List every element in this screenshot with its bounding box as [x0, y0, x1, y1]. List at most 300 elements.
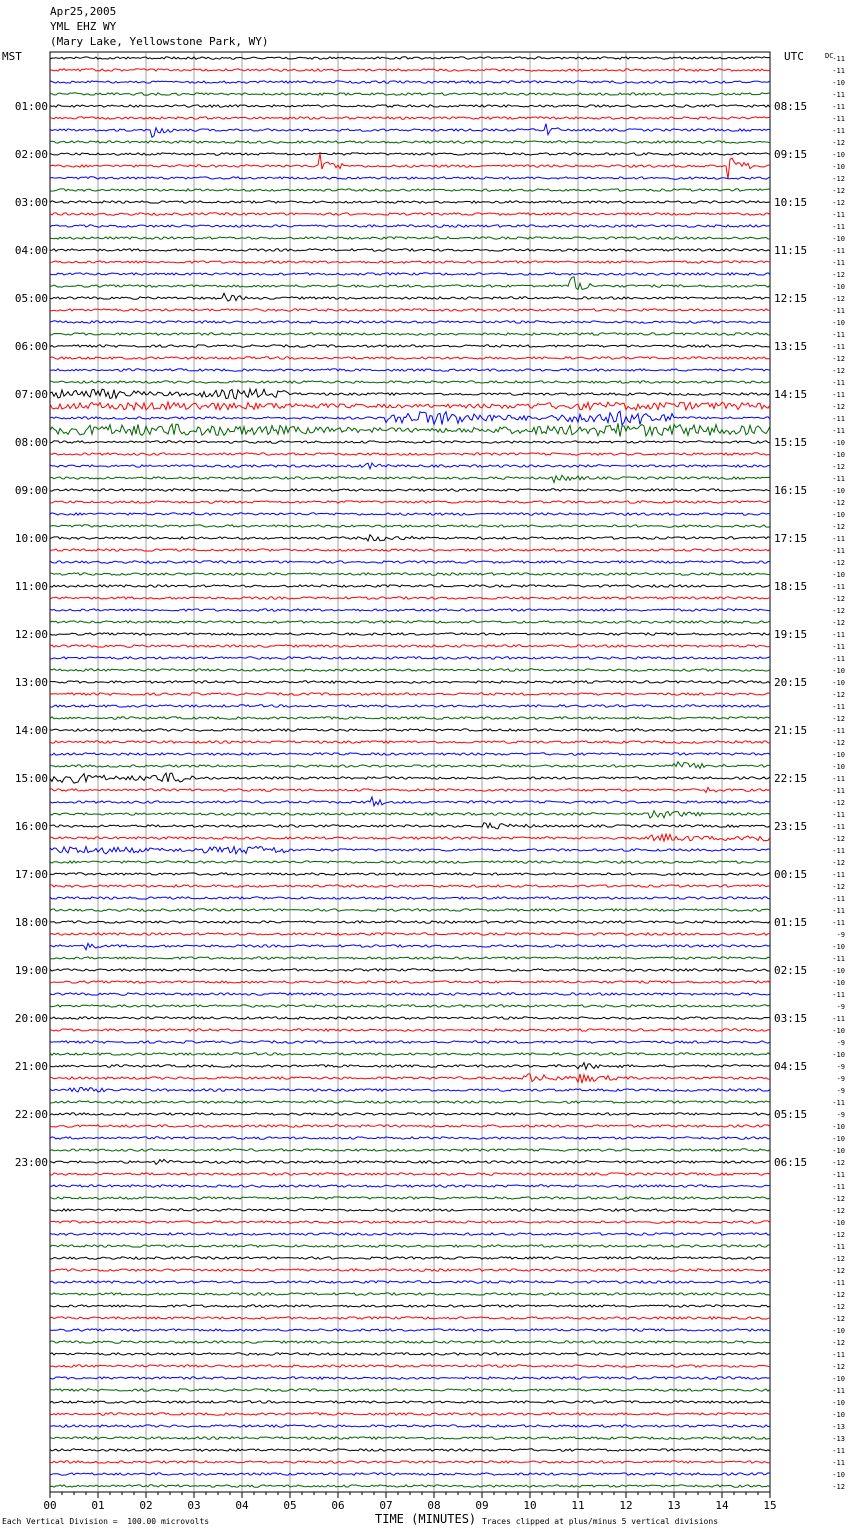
seismic-trace-blue — [50, 753, 770, 755]
seismic-trace-green — [50, 189, 770, 191]
dc-offset-value: -9 — [836, 1111, 845, 1119]
left-timezone-label: MST — [2, 50, 22, 63]
seismic-trace-black — [50, 293, 770, 301]
seismic-trace-black — [50, 1449, 770, 1451]
seismic-trace-red — [50, 981, 770, 983]
seismic-trace-red — [50, 309, 770, 311]
seismic-trace-blue — [50, 1377, 770, 1379]
dc-offset-value: -12 — [832, 523, 845, 531]
dc-offset-value: -13 — [832, 1423, 845, 1431]
dc-offset-value: -11 — [832, 631, 845, 639]
right-hour-label: 04:15 — [774, 1060, 808, 1073]
seismic-trace-blue — [50, 1233, 770, 1235]
seismic-trace-black — [50, 729, 770, 731]
right-hour-label: 15:15 — [774, 436, 808, 449]
seismic-trace-green — [50, 525, 770, 527]
dc-offset-value: -11 — [832, 547, 845, 555]
dc-offset-value: -12 — [832, 739, 845, 747]
station-code: YML EHZ WY — [50, 20, 117, 33]
dc-offset-value: -10 — [832, 1327, 845, 1335]
seismic-trace-red — [50, 1269, 770, 1271]
seismic-trace-green — [50, 1485, 770, 1487]
dc-offset-value: -11 — [832, 307, 845, 315]
seismic-trace-green — [50, 475, 770, 482]
dc-offset-value: -12 — [832, 691, 845, 699]
seismic-trace-blue — [50, 943, 770, 949]
seismic-trace-black — [50, 1113, 770, 1115]
dc-offset-value: -10 — [832, 1375, 845, 1383]
x-tick-label: 09 — [475, 1499, 489, 1512]
x-tick-label: 08 — [427, 1499, 441, 1512]
seismic-trace-green — [50, 93, 770, 95]
dc-offset-value: -10 — [832, 1471, 845, 1479]
dc-offset-value: -9 — [836, 1075, 845, 1083]
dc-offset-value: -11 — [832, 703, 845, 711]
dc-offset-value: -11 — [832, 1459, 845, 1467]
scale-note: Each Vertical Division = 100.00 microvolts — [2, 1517, 210, 1526]
right-hour-label: 18:15 — [774, 580, 808, 593]
dc-offset-value: -11 — [832, 727, 845, 735]
dc-offset-value: -11 — [832, 1447, 845, 1455]
dc-offset-value: -11 — [832, 55, 845, 63]
seismic-trace-blue — [50, 1088, 770, 1092]
dc-offset-value: -12 — [832, 271, 845, 279]
left-hour-label: 04:00 — [14, 244, 48, 257]
seismic-trace-green — [50, 957, 770, 959]
dc-offset-value: -12 — [832, 463, 845, 471]
seismic-trace-red — [50, 885, 770, 887]
dc-offset-value: -12 — [832, 715, 845, 723]
left-hour-label: 10:00 — [14, 532, 48, 545]
seismic-trace-blue — [50, 1473, 770, 1475]
seismic-trace-red — [50, 549, 770, 551]
dc-offset-value: -12 — [832, 859, 845, 867]
seismic-trace-green — [50, 1293, 770, 1295]
dc-offset-value: -12 — [832, 1339, 845, 1347]
seismic-trace-red — [50, 1173, 770, 1175]
seismic-trace-green — [50, 381, 770, 383]
x-tick-label: 03 — [187, 1499, 201, 1512]
dc-offset-value: -12 — [832, 1291, 845, 1299]
dc-offset-value: -11 — [832, 1099, 845, 1107]
left-hour-label: 07:00 — [14, 388, 48, 401]
dc-offset-value: -11 — [832, 643, 845, 651]
dc-offset-value: -11 — [832, 991, 845, 999]
right-hour-label: 23:15 — [774, 820, 808, 833]
seismic-trace-green — [50, 1389, 770, 1391]
dc-offset-value: -11 — [832, 415, 845, 423]
seismic-trace-black — [50, 201, 770, 203]
seismic-trace-red — [50, 1221, 770, 1223]
dc-offset-value: -12 — [832, 559, 845, 567]
dc-offset-value: -10 — [832, 1027, 845, 1035]
seismic-trace-blue — [50, 1185, 770, 1187]
seismic-trace-blue — [50, 1137, 770, 1139]
left-hour-label: 17:00 — [14, 868, 48, 881]
dc-offset-value: -12 — [832, 367, 845, 375]
seismic-trace-black — [50, 1257, 770, 1259]
left-hour-label: 08:00 — [14, 436, 48, 449]
seismic-trace-blue — [50, 321, 770, 323]
dc-offset-value: -11 — [832, 1351, 845, 1359]
dc-offset-value: -11 — [832, 871, 845, 879]
left-hour-label: 14:00 — [14, 724, 48, 737]
seismic-trace-black — [50, 823, 770, 829]
dc-offset-value: -12 — [832, 1195, 845, 1203]
seismic-trace-blue — [50, 463, 770, 469]
seismic-trace-black — [50, 1063, 770, 1070]
seismic-trace-blue — [50, 225, 770, 227]
dc-offset-value: -11 — [832, 259, 845, 267]
seismic-trace-black — [50, 57, 770, 59]
seismic-trace-red — [50, 501, 770, 503]
seismic-trace-black — [50, 441, 770, 443]
seismic-trace-blue — [50, 273, 770, 275]
x-tick-label: 13 — [667, 1499, 681, 1512]
seismic-trace-green — [50, 1149, 770, 1151]
dc-offset-value: -10 — [832, 967, 845, 975]
seismic-trace-blue — [50, 177, 770, 179]
dc-offset-value: -9 — [836, 1063, 845, 1071]
seismic-trace-blue — [50, 1281, 770, 1283]
seismic-trace-blue — [50, 1329, 770, 1331]
right-hour-label: 05:15 — [774, 1108, 808, 1121]
dc-offset-value: -11 — [832, 655, 845, 663]
right-hour-label: 13:15 — [774, 340, 808, 353]
seismic-trace-green — [50, 333, 770, 335]
dc-offset-value: -10 — [832, 1147, 845, 1155]
dc-offset-value: -12 — [832, 619, 845, 627]
seismic-trace-black — [50, 681, 770, 683]
dc-offset-value: -11 — [832, 331, 845, 339]
seismic-trace-black — [50, 1353, 770, 1355]
seismic-trace-green — [50, 1005, 770, 1007]
dc-offset-value: -11 — [832, 787, 845, 795]
dc-offset-value: -12 — [832, 403, 845, 411]
x-tick-label: 10 — [523, 1499, 537, 1512]
dc-offset-value: -12 — [832, 1159, 845, 1167]
dc-offset-value: -11 — [832, 847, 845, 855]
left-hour-label: 01:00 — [14, 100, 48, 113]
seismic-trace-green — [50, 1341, 770, 1343]
right-hour-label: 19:15 — [774, 628, 808, 641]
seismic-trace-blue — [50, 993, 770, 995]
seismic-trace-red — [50, 645, 770, 647]
seismic-trace-blue — [50, 797, 770, 806]
right-hour-label: 21:15 — [774, 724, 808, 737]
dc-offset-value: -10 — [832, 1123, 845, 1131]
left-hour-label: 16:00 — [14, 820, 48, 833]
seismic-trace-green — [50, 277, 770, 290]
seismic-trace-blue — [50, 657, 770, 659]
seismic-trace-green — [50, 1101, 770, 1103]
seismic-trace-red — [50, 1413, 770, 1415]
seismic-trace-red — [50, 693, 770, 695]
dc-offset-value: -12 — [832, 799, 845, 807]
seismic-trace-black — [50, 873, 770, 875]
seismic-trace-black — [50, 773, 770, 783]
dc-offset-value: -12 — [832, 595, 845, 603]
x-tick-label: 15 — [763, 1499, 777, 1512]
dc-offset-value: -10 — [832, 319, 845, 327]
seismic-trace-black — [50, 1305, 770, 1307]
dc-offset-value: -10 — [832, 943, 845, 951]
dc-offset-value: -10 — [832, 1051, 845, 1059]
dc-offset-value: -11 — [832, 211, 845, 219]
seismic-trace-blue — [50, 609, 770, 611]
seismic-trace-red — [50, 741, 770, 743]
dc-offset-value: -10 — [832, 1399, 845, 1407]
left-hour-label: 22:00 — [14, 1108, 48, 1121]
seismic-trace-blue — [50, 124, 770, 138]
seismic-trace-black — [50, 535, 770, 541]
dc-offset-value: -10 — [832, 283, 845, 291]
left-hour-label: 12:00 — [14, 628, 48, 641]
seismic-trace-red — [50, 933, 770, 935]
seismic-trace-red — [50, 1461, 770, 1463]
seismic-trace-blue — [50, 369, 770, 371]
dc-offset-value: -11 — [832, 895, 845, 903]
dc-offset-value: -12 — [832, 1483, 845, 1491]
dc-offset-value: -12 — [832, 175, 845, 183]
dc-offset-value: -11 — [832, 223, 845, 231]
plot-frame — [50, 52, 770, 1492]
seismic-trace-black — [50, 105, 770, 107]
x-tick-label: 00 — [43, 1499, 57, 1512]
seismic-trace-red — [50, 261, 770, 263]
dc-offset-value: -11 — [832, 1171, 845, 1179]
seismic-trace-blue — [50, 897, 770, 899]
dc-offset-value: -11 — [832, 91, 845, 99]
dc-offset-value: -11 — [832, 775, 845, 783]
dc-offset-value: -10 — [832, 679, 845, 687]
record-date: Apr25,2005 — [50, 5, 117, 18]
seismic-trace-green — [50, 717, 770, 719]
left-hour-label: 06:00 — [14, 340, 48, 353]
seismic-trace-red — [50, 1365, 770, 1367]
seismic-trace-green — [50, 237, 770, 239]
seismic-trace-blue — [50, 846, 770, 854]
seismic-trace-black — [50, 389, 770, 399]
seismic-trace-black — [50, 153, 770, 155]
seismic-trace-blue — [50, 513, 770, 515]
seismic-trace-green — [50, 1437, 770, 1439]
left-hour-label: 21:00 — [14, 1060, 48, 1073]
dc-column-header: DC — [825, 52, 834, 60]
dc-offset-value: -12 — [832, 1303, 845, 1311]
x-tick-label: 11 — [571, 1499, 585, 1512]
right-hour-label: 12:15 — [774, 292, 808, 305]
dc-offset-value: -11 — [832, 1015, 845, 1023]
right-hour-label: 20:15 — [774, 676, 808, 689]
seismic-trace-red — [50, 117, 770, 119]
dc-offset-value: -12 — [832, 199, 845, 207]
seismic-trace-red — [50, 69, 770, 71]
dc-offset-value: -12 — [832, 499, 845, 507]
dc-offset-value: -11 — [832, 907, 845, 915]
dc-offset-value: -10 — [832, 751, 845, 759]
seismic-trace-blue — [50, 705, 770, 707]
right-hour-label: 03:15 — [774, 1012, 808, 1025]
dc-offset-value: -12 — [832, 1315, 845, 1323]
dc-offset-value: -9 — [836, 1003, 845, 1011]
right-hour-label: 10:15 — [774, 196, 808, 209]
dc-offset-value: -11 — [832, 103, 845, 111]
seismic-trace-black — [50, 1401, 770, 1403]
dc-offset-value: -12 — [832, 187, 845, 195]
seismic-trace-blue — [50, 1425, 770, 1427]
seismic-trace-red — [50, 213, 770, 215]
x-tick-label: 02 — [139, 1499, 153, 1512]
dc-offset-value: -10 — [832, 487, 845, 495]
dc-offset-value: -12 — [832, 1231, 845, 1239]
left-hour-label: 05:00 — [14, 292, 48, 305]
left-hour-label: 23:00 — [14, 1156, 48, 1169]
left-hour-label: 13:00 — [14, 676, 48, 689]
seismic-trace-red — [50, 1125, 770, 1127]
seismic-trace-black — [50, 921, 770, 923]
dc-offset-value: -11 — [832, 811, 845, 819]
dc-offset-value: -10 — [832, 667, 845, 675]
seismic-trace-red — [50, 1074, 770, 1083]
right-hour-label: 01:15 — [774, 916, 808, 929]
dc-offset-value: -11 — [832, 1279, 845, 1287]
dc-offset-value: -9 — [836, 931, 845, 939]
dc-offset-value: -11 — [832, 1387, 845, 1395]
dc-offset-value: -11 — [832, 247, 845, 255]
left-hour-label: 03:00 — [14, 196, 48, 209]
dc-offset-value: -11 — [832, 919, 845, 927]
dc-offset-value: -12 — [832, 1267, 845, 1275]
dc-offset-value: -10 — [832, 151, 845, 159]
dc-offset-value: -12 — [832, 355, 845, 363]
left-hour-label: 02:00 — [14, 148, 48, 161]
x-axis-title: TIME (MINUTES) — [375, 1512, 477, 1526]
seismic-trace-red — [50, 153, 770, 179]
seismic-trace-red — [50, 402, 770, 410]
seismic-trace-green — [50, 621, 770, 623]
seismic-trace-green — [50, 141, 770, 143]
x-tick-label: 12 — [619, 1499, 633, 1512]
dc-offset-value: -10 — [832, 1135, 845, 1143]
dc-offset-value: -11 — [832, 823, 845, 831]
dc-offset-value: -11 — [832, 1183, 845, 1191]
dc-offset-value: -10 — [832, 571, 845, 579]
x-tick-label: 06 — [331, 1499, 345, 1512]
dc-offset-value: -11 — [832, 583, 845, 591]
dc-offset-value: -12 — [832, 139, 845, 147]
seismic-trace-red — [50, 787, 770, 792]
x-tick-label: 04 — [235, 1499, 249, 1512]
seismic-trace-black — [50, 489, 770, 491]
dc-offset-value: -12 — [832, 607, 845, 615]
seismic-trace-green — [50, 1053, 770, 1055]
right-hour-label: 22:15 — [774, 772, 808, 785]
seismic-trace-green — [50, 811, 770, 818]
dc-offset-value: -10 — [832, 235, 845, 243]
seismic-trace-green — [50, 861, 770, 863]
dc-offset-value: -11 — [832, 1243, 845, 1251]
seismic-trace-red — [50, 1317, 770, 1319]
dc-offset-value: -10 — [832, 163, 845, 171]
seismic-trace-black — [50, 633, 770, 635]
dc-offset-value: -11 — [832, 127, 845, 135]
right-hour-label: 17:15 — [774, 532, 808, 545]
right-hour-label: 14:15 — [774, 388, 808, 401]
right-timezone-label: UTC — [784, 50, 804, 63]
left-hour-label: 15:00 — [14, 772, 48, 785]
left-hour-label: 19:00 — [14, 964, 48, 977]
dc-offset-value: -12 — [832, 883, 845, 891]
dc-offset-value: -11 — [832, 391, 845, 399]
dc-offset-value: -13 — [832, 1435, 845, 1443]
x-tick-label: 07 — [379, 1499, 393, 1512]
dc-offset-value: -10 — [832, 979, 845, 987]
seismic-trace-blue — [50, 1041, 770, 1043]
seismic-trace-green — [50, 909, 770, 911]
seismic-trace-black — [50, 1017, 770, 1019]
seismic-trace-red — [50, 357, 770, 359]
dc-offset-value: -11 — [832, 67, 845, 75]
clipping-note: Traces clipped at plus/minus 5 vertical divisions — [482, 1517, 719, 1526]
right-hour-label: 16:15 — [774, 484, 808, 497]
right-hour-label: 02:15 — [774, 964, 808, 977]
seismic-trace-green — [50, 423, 770, 436]
dc-offset-value: -10 — [832, 451, 845, 459]
dc-offset-value: -12 — [832, 1363, 845, 1371]
dc-offset-value: -11 — [832, 427, 845, 435]
seismic-trace-black — [50, 969, 770, 971]
seismic-trace-green — [50, 573, 770, 575]
right-hour-label: 06:15 — [774, 1156, 808, 1169]
right-hour-label: 00:15 — [774, 868, 808, 881]
dc-offset-value: -9 — [836, 1087, 845, 1095]
left-hour-label: 09:00 — [14, 484, 48, 497]
dc-offset-value: -10 — [832, 79, 845, 87]
seismic-trace-black — [50, 585, 770, 587]
right-hour-label: 08:15 — [774, 100, 808, 113]
seismic-trace-green — [50, 1245, 770, 1247]
seismic-trace-blue — [50, 81, 770, 83]
dc-offset-value: -11 — [832, 955, 845, 963]
seismic-trace-blue — [50, 561, 770, 563]
seismic-trace-black — [50, 345, 770, 347]
seismic-trace-red — [50, 1029, 770, 1031]
dc-offset-value: -11 — [832, 343, 845, 351]
seismic-trace-red — [50, 834, 770, 841]
seismic-trace-red — [50, 597, 770, 599]
dc-offset-value: -10 — [832, 511, 845, 519]
seismic-trace-green — [50, 1197, 770, 1199]
dc-offset-value: -9 — [836, 1039, 845, 1047]
dc-offset-value: -10 — [832, 439, 845, 447]
dc-offset-value: -12 — [832, 295, 845, 303]
dc-offset-value: -11 — [832, 535, 845, 543]
seismic-trace-black — [50, 1209, 770, 1211]
station-location: (Mary Lake, Yellowstone Park, WY) — [50, 35, 269, 48]
seismic-trace-black — [50, 1159, 770, 1164]
x-tick-label: 01 — [91, 1499, 105, 1512]
dc-offset-value: -11 — [832, 475, 845, 483]
dc-offset-value: -11 — [832, 379, 845, 387]
dc-offset-value: -12 — [832, 1207, 845, 1215]
left-hour-label: 11:00 — [14, 580, 48, 593]
dc-offset-value: -10 — [832, 1411, 845, 1419]
left-hour-label: 18:00 — [14, 916, 48, 929]
seismic-trace-red — [50, 453, 770, 455]
dc-offset-value: -12 — [832, 1255, 845, 1263]
seismic-trace-black — [50, 249, 770, 251]
